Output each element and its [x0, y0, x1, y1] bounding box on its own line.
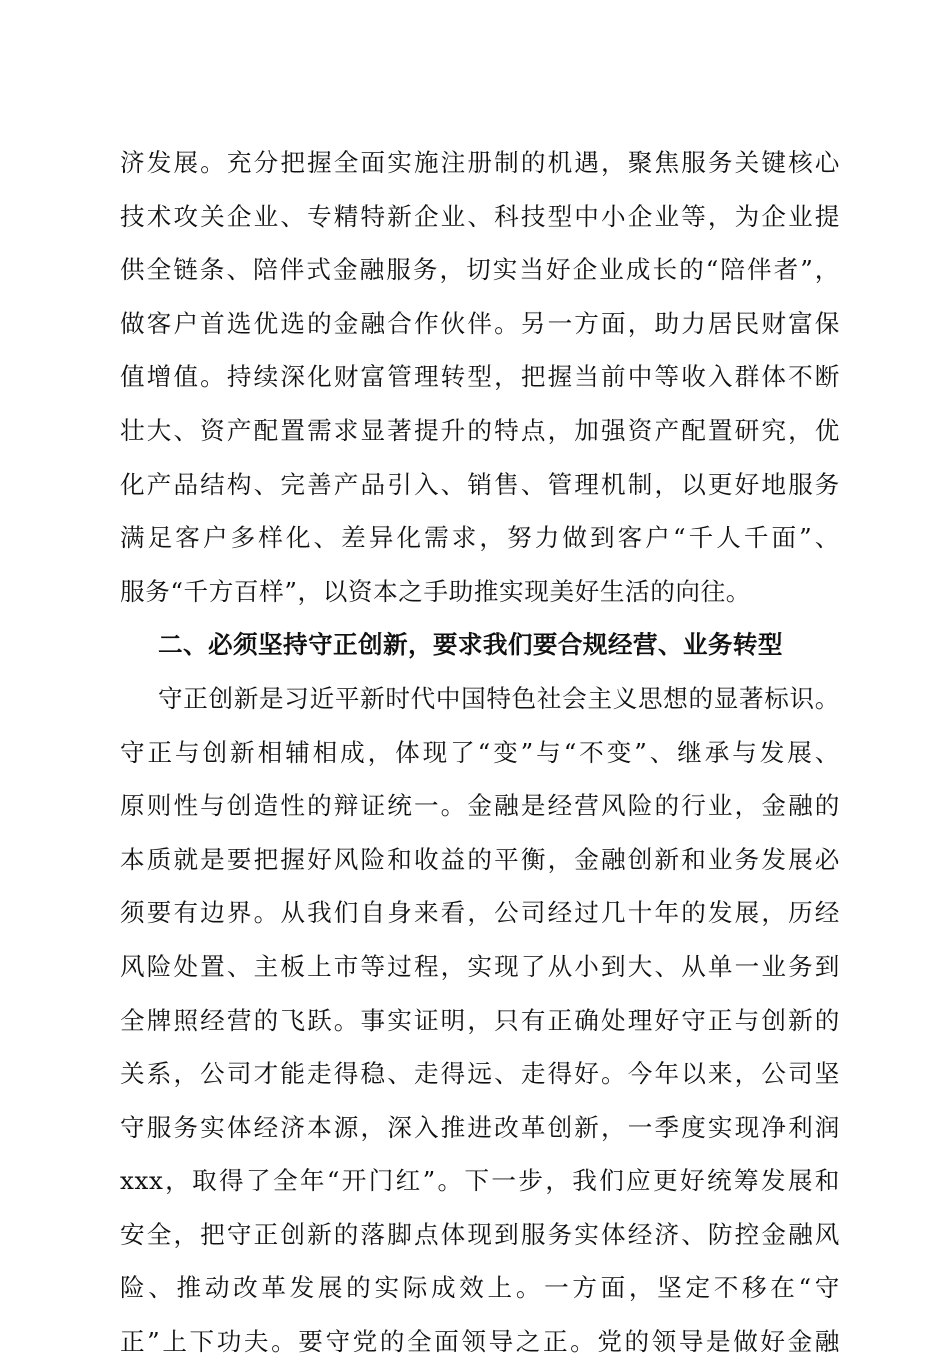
paragraph-line: 守正与创新相辅相成，体现了“变”与“不变”、继承与发展、	[120, 737, 840, 767]
paragraph-line: 壮大、资产配置需求显著提升的特点，加强资产配置研究，优	[120, 415, 840, 445]
paragraph-line: 安全，把守正创新的落脚点体现到服务实体经济、防控金融风	[120, 1219, 840, 1249]
paragraph-line: 正”上下功夫。要守党的全面领导之正。党的领导是做好金融	[120, 1327, 840, 1357]
paragraph-line: 险、推动改革发展的实际成效上。一方面，坚定不移在“守	[120, 1273, 840, 1303]
paragraph-line: 全牌照经营的飞跃。事实证明，只有正确处理好守正与创新的	[120, 1005, 840, 1035]
paragraph-line: 原则性与创造性的辩证统一。金融是经营风险的行业，金融的	[120, 791, 840, 821]
paragraph-line: 守服务实体经济本源，深入推进改革创新，一季度实现净利润	[120, 1112, 840, 1142]
paragraph-line: xxx，取得了全年“开门红”。下一步，我们应更好统筹发展和	[120, 1166, 840, 1196]
paragraph-line: 济发展。充分把握全面实施注册制的机遇，聚焦服务关键核心	[120, 148, 840, 177]
paragraph-line: 关系，公司才能走得稳、走得远、走得好。今年以来，公司坚	[120, 1059, 840, 1089]
section-heading: 二、必须坚持守正创新，要求我们要合规经营、业务转型	[158, 630, 783, 660]
paragraph-line: 本质就是要把握好风险和收益的平衡，金融创新和业务发展必	[120, 844, 840, 874]
paragraph-line: 技术攻关企业、专精特新企业、科技型中小企业等，为企业提	[120, 201, 840, 231]
paragraph-line: 须要有边界。从我们自身来看，公司经过几十年的发展，历经	[120, 898, 840, 928]
paragraph-line: 服务“千方百样”，以资本之手助推实现美好生活的向往。	[120, 576, 751, 606]
paragraph-line: 化产品结构、完善产品引入、销售、管理机制，以更好地服务	[120, 469, 840, 499]
paragraph-line: 做客户首选优选的金融合作伙伴。另一方面，助力居民财富保	[120, 308, 840, 338]
paragraph-line: 风险处置、主板上市等过程，实现了从小到大、从单一业务到	[120, 951, 840, 981]
document-body	[120, 136, 840, 1369]
paragraph-line: 供全链条、陪伴式金融服务，切实当好企业成长的“陪伴者”，	[120, 255, 840, 285]
paragraph-line: 守正创新是习近平新时代中国特色社会主义思想的显著标识。	[158, 683, 840, 713]
paragraph-line: 满足客户多样化、差异化需求，努力做到客户“千人千面”、	[120, 523, 840, 553]
paragraph-line: 值增值。持续深化财富管理转型，把握当前中等收入群体不断	[120, 362, 840, 392]
